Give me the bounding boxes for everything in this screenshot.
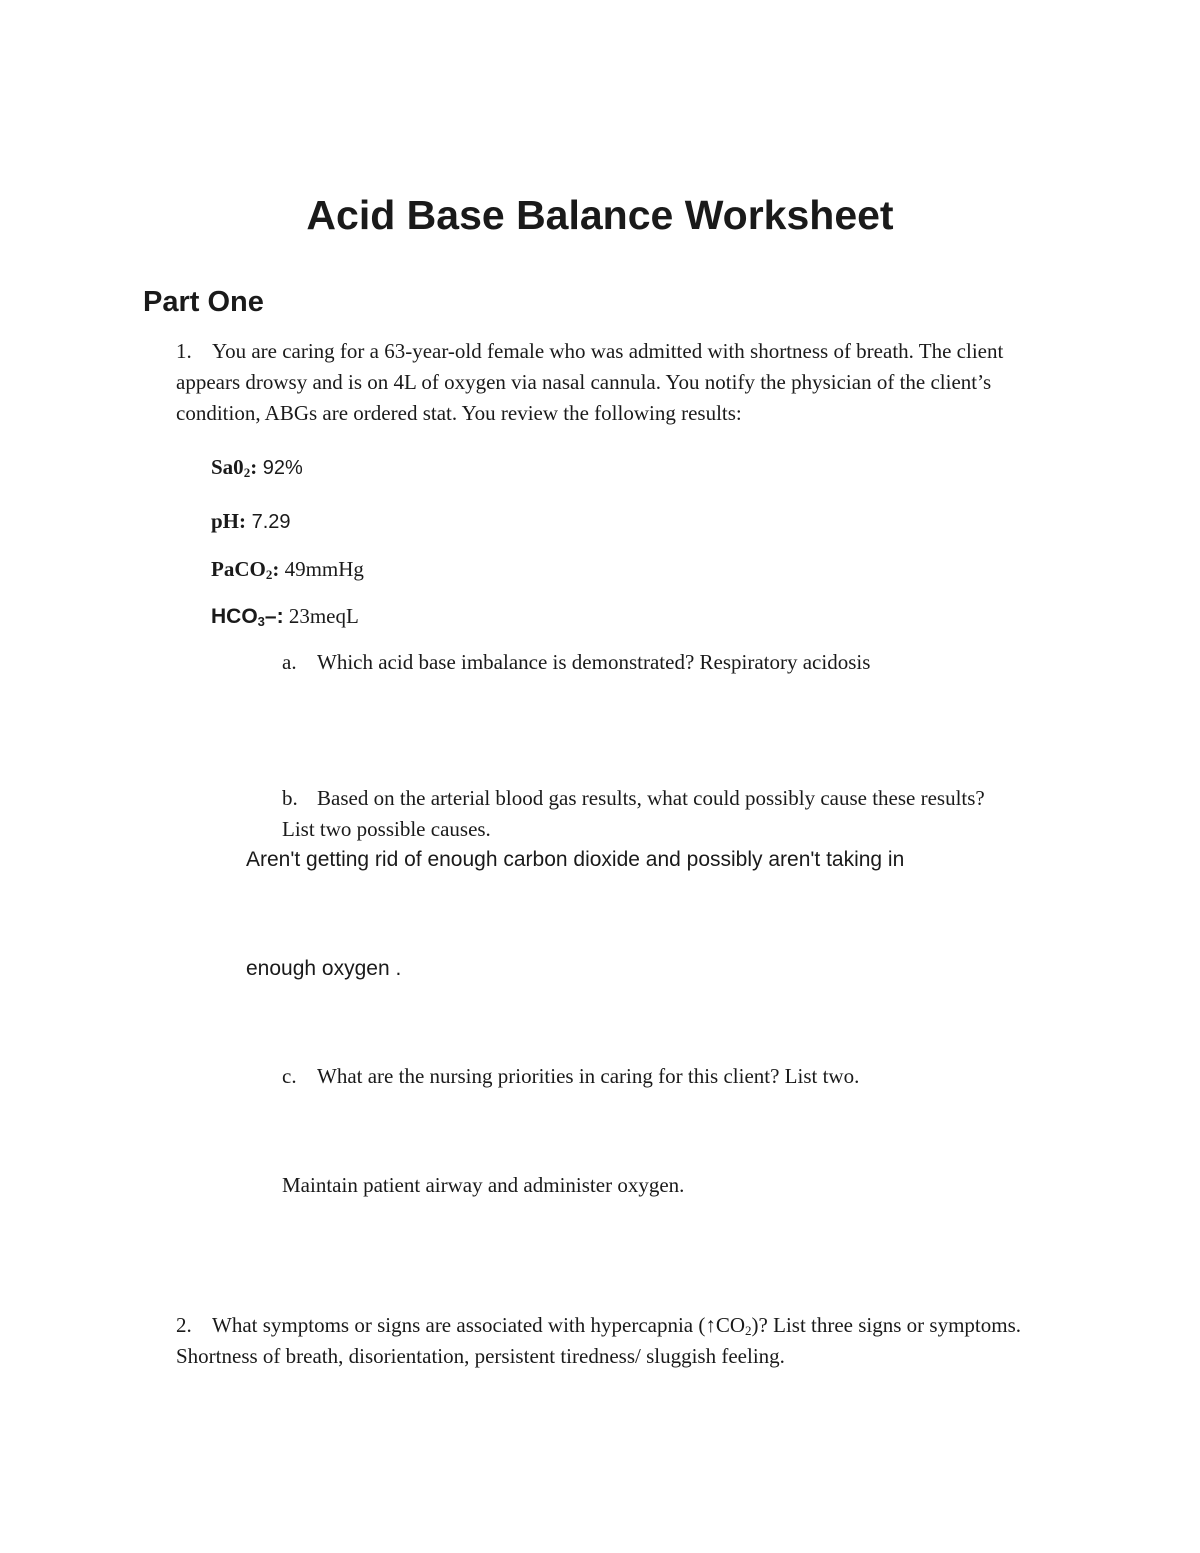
- sub-question-b-text: Based on the arterial blood gas results, what could possibly cause these results? List two possible causes.: [282, 786, 985, 841]
- lab-hco3-sub: 3: [257, 614, 265, 629]
- lab-hco3-value: 23meqL: [283, 604, 359, 628]
- lab-sao2: [211, 452, 303, 484]
- sub-question-b-letter: b.: [282, 786, 298, 810]
- sub-question-b: [282, 783, 1002, 845]
- sub-question-c-letter: c.: [282, 1064, 297, 1088]
- sub-question-c-answer: Maintain patient airway and administer oxygen.: [282, 1173, 685, 1197]
- lab-hco3-suffix: –:: [264, 605, 284, 628]
- lab-paco2-label: PaCO: [211, 557, 266, 581]
- sub-question-b-answer-line2: enough oxygen .: [246, 957, 402, 980]
- sub-question-a: [282, 647, 1002, 678]
- part-heading: Part One: [143, 286, 264, 318]
- question-2-text-after: )? List three signs or symptoms.: [751, 1313, 1022, 1337]
- lab-hco3: [211, 601, 359, 632]
- sub-question-a-letter: a.: [282, 650, 297, 674]
- lab-sao2-sub: 2: [243, 465, 251, 480]
- question-2-answer: Shortness of breath, disorientation, persistent tiredness/ sluggish feeling.: [176, 1344, 785, 1368]
- sub-question-b-answer-line1: Aren't getting rid of enough carbon dioxide and possibly aren't taking in: [246, 848, 905, 871]
- question-1-number: 1.: [176, 339, 192, 363]
- lab-paco2-sub: 2: [265, 567, 273, 582]
- question-1-text: You are caring for a 63-year-old female who was admitted with shortness of breath. The client appears drowsy and is on 4L of oxygen via nasal cannula. You notify the physician of the client’s condition, ABGs are ordered stat. You review the following results:: [176, 339, 1004, 425]
- lab-paco2-colon: :: [272, 557, 280, 581]
- question-2-text-before: What symptoms or signs are associated with hypercapnia (↑CO: [212, 1313, 746, 1337]
- lab-hco3-label: HCO: [211, 605, 258, 628]
- lab-sao2-colon: :: [250, 455, 258, 479]
- lab-sao2-value: 92%: [257, 457, 303, 479]
- sub-question-c-text: What are the nursing priorities in caring for this client? List two.: [317, 1064, 860, 1088]
- lab-ph-value: 7.29: [246, 511, 291, 533]
- lab-sao2-label: Sa0: [211, 455, 244, 479]
- sub-question-a-text: Which acid base imbalance is demonstrated? Respiratory acidosis: [317, 650, 871, 674]
- worksheet-title: Acid Base Balance Worksheet: [306, 192, 894, 238]
- lab-ph: [211, 506, 291, 538]
- question-2: [176, 1310, 1056, 1372]
- question-2-sub: 2: [745, 1323, 752, 1338]
- question-2-text: [176, 1310, 1056, 1341]
- question-1: [176, 336, 1056, 429]
- question-2-number: 2.: [176, 1313, 192, 1337]
- lab-paco2-value: 49mmHg: [279, 557, 364, 581]
- lab-paco2: [211, 554, 364, 585]
- sub-question-c: [282, 1061, 1002, 1092]
- lab-ph-label: pH:: [211, 509, 247, 533]
